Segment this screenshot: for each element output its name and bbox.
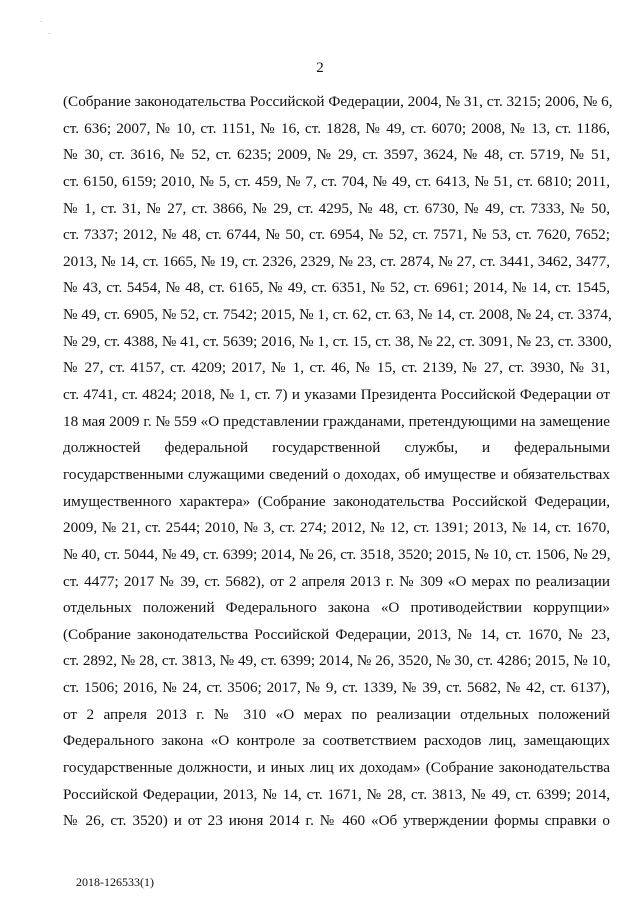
text-line: ст. 1506; 2016, № 24, ст. 3506; 2017, № 9, ст. 1339, № 39, ст. 5682, № 42, ст. 6137), xyxy=(63,679,610,697)
text-line: № 29, ст. 4388, № 41, ст. 5639; 2016, № 1, ст. 15, ст. 38, № 22, ст. 3091, № 23, ст. 3300, xyxy=(63,332,612,350)
scan-speck: · xyxy=(40,18,43,26)
text-line: от 2 апреля 2013 г. № 310 «О мерах по реализации отдельных положений xyxy=(63,705,610,723)
text-line: ст. 6150, 6159; 2010, № 5, ст. 459, № 7, ст. 704, № 49, ст. 6413, № 51, ст. 6810; 2011, xyxy=(63,172,610,190)
text-line: имущественного характера» (Собрание законодательства Российской Федерации, xyxy=(63,492,610,510)
text-line: отдельных положений Федерального закона «О противодействии коррупции» xyxy=(63,599,610,617)
text-line: 2009, № 21, ст. 2544; 2010, № 3, ст. 274; 2012, № 12, ст. 1391; 2013, № 14, ст. 1670, xyxy=(63,519,610,537)
page-number: 2 xyxy=(316,60,324,76)
text-line: № 1, ст. 31, № 27, ст. 3866, № 29, ст. 4295, № 48, ст. 6730, № 49, ст. 7333, № 50, xyxy=(63,199,610,217)
scan-speck: · xyxy=(48,30,51,38)
text-line: № 30, ст. 3616, № 52, ст. 6235; 2009, № 29, ст. 3597, 3624, № 48, ст. 5719, № 51, xyxy=(63,146,610,164)
body-text xyxy=(63,89,613,835)
text-line: ст. 2892, № 28, ст. 3813, № 49, ст. 6399; 2014, № 26, 3520, № 30, ст. 4286; 2015, № 10, xyxy=(63,652,611,670)
text-line: Российской Федерации, 2013, № 14, ст. 1671, № 28, ст. 3813, № 49, ст. 6399; 2014, xyxy=(63,785,610,803)
document-code: 2018-126533(1) xyxy=(76,875,154,889)
text-line: № 26, ст. 3520) и от 23 июня 2014 г. № 460 «Об утверждении формы справки о xyxy=(63,812,610,830)
text-line: № 40, ст. 5044, № 49, ст. 6399; 2014, № 26, ст. 3518, 3520; 2015, № 10, ст. 1506, № 29, xyxy=(63,545,611,563)
text-line: № 27, ст. 4157, ст. 4209; 2017, № 1, ст. 46, № 15, ст. 2139, № 27, ст. 3930, № 31, xyxy=(63,359,610,377)
text-line: ст. 636; 2007, № 10, ст. 1151, № 16, ст. 1828, № 49, ст. 6070; 2008, № 13, ст. 1186, xyxy=(63,119,610,137)
text-line: должностей федеральной государственной службы, и федеральными xyxy=(63,439,610,457)
text-line: 2013, № 14, ст. 1665, № 19, ст. 2326, 2329, № 23, ст. 2874, № 27, ст. 3441, 3462, 3477, xyxy=(63,252,610,270)
text-line: 18 мая 2009 г. № 559 «О представлении гражданами, претендующими на замещение xyxy=(63,412,610,430)
text-line: государственными служащими сведений о доходах, об имуществе и обязательствах xyxy=(63,465,610,483)
text-line: Федерального закона «О контроле за соответствием расходов лиц, замещающих xyxy=(63,732,610,750)
text-line: (Собрание законодательства Российской Федерации, 2013, № 14, ст. 1670, № 23, xyxy=(63,625,610,643)
text-line: (Собрание законодательства Российской Федерации, 2004, № 31, ст. 3215; 2006, № 6, xyxy=(63,93,613,110)
text-line: государственные должности, и иных лиц их доходам» (Собрание законодательства xyxy=(63,759,610,777)
text-line: ст. 4477; 2017 № 39, ст. 5682), от 2 апреля 2013 г. № 309 «О мерах по реализации xyxy=(63,572,610,590)
text-line: ст. 7337; 2012, № 48, ст. 6744, № 50, ст. 6954, № 52, ст. 7571, № 53, ст. 7620, 7652; xyxy=(63,226,610,244)
text-line: № 43, ст. 5454, № 48, ст. 6165, № 49, ст. 6351, № 52, ст. 6961; 2014, № 14, ст. 1545, xyxy=(63,279,610,297)
text-line: № 49, ст. 6905, № 52, ст. 7542; 2015, № 1, ст. 62, ст. 63, № 14, ст. 2008, № 24, ст. 3374, xyxy=(63,306,612,324)
text-line: ст. 4741, ст. 4824; 2018, № 1, ст. 7) и указами Президента Российской Федерации от xyxy=(63,386,610,404)
